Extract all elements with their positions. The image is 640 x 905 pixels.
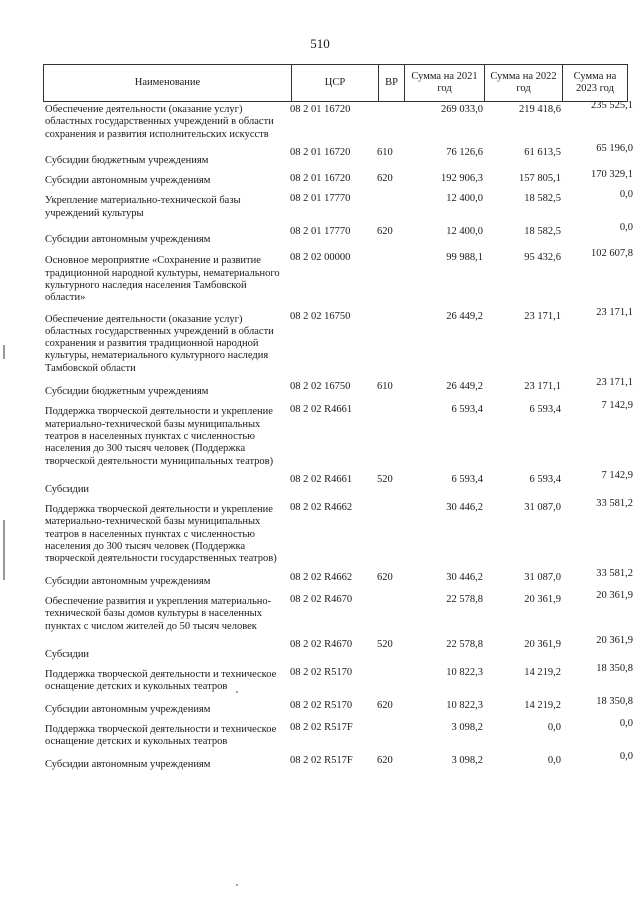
row-csr: 08 2 02 R517F [290,721,353,733]
row-csr: 08 2 01 16720 [290,146,351,158]
row-value-2022: 31 087,0 [524,571,561,583]
row-vr: 610 [377,146,393,158]
row-value-2021: 12 400,0 [446,193,483,205]
header-2023: Сумма на 2023 год [562,65,627,101]
table-body [43,100,633,777]
row-name: Поддержка творческой деятельности и техническое оснащение детских и кукольных театров [45,669,277,693]
row-vr: 520 [377,473,393,485]
row-value-2022: 18 582,5 [524,226,561,238]
row-value-2023: 33 581,2 [596,498,633,510]
row-csr: 08 2 01 16720 [290,104,351,115]
row-value-2021: 12 400,0 [446,226,483,238]
header-2022: Сумма на 2022 год [484,65,562,101]
row-csr: 08 2 02 R4670 [290,593,353,605]
row-value-2023: 0,0 [619,222,633,234]
row-value-2022: 23 171,1 [524,381,561,393]
header-name: Наименование [134,77,201,88]
row-name: Субсидии автономным учреждениям [45,758,211,770]
table-row [43,663,633,700]
row-value-2023: 20 361,9 [596,634,633,646]
row-name: Субсидии автономным учреждениям [45,703,211,715]
row-value-2023: 18 350,8 [596,663,633,675]
table-row [43,469,633,502]
header-csr: ЦСР [291,65,378,101]
row-value-2021: 30 446,2 [446,502,483,514]
table-header [43,64,628,102]
scan-speck [236,884,238,886]
row-value-2023: 20 361,9 [596,589,633,601]
row-value-2021: 3 098,2 [451,754,483,766]
scan-margin-mark [3,520,5,580]
row-value-2022: 95 432,6 [524,252,561,264]
row-csr: 08 2 02 16750 [290,310,351,322]
row-name: Субсидии бюджетным учреждениям [45,154,209,166]
table-row [43,717,633,755]
row-value-2021: 3 098,2 [451,721,483,733]
page-number: 510 [310,36,330,51]
row-value-2021: 22 578,8 [446,593,483,605]
row-value-2023: 102 607,8 [591,248,633,260]
row-csr: 08 2 02 R4662 [290,502,353,514]
row-vr: 620 [377,226,393,238]
table-row [43,567,633,594]
header-2021: Сумма на 2021 год [404,65,484,101]
row-value-2022: 20 361,9 [524,593,561,605]
row-value-2022: 31 087,0 [524,502,561,514]
row-csr: 08 2 02 R4670 [290,638,353,650]
row-value-2022: 14 219,2 [524,667,561,679]
row-value-2023: 33 581,2 [596,567,633,579]
row-vr: 620 [377,173,393,185]
scan-speck [236,691,238,693]
row-name: Субсидии автономным учреждениям [45,175,211,187]
row-name: Субсидии [45,648,90,660]
row-value-2021: 76 126,6 [446,146,483,158]
row-value-2022: 6 593,4 [529,473,561,485]
row-value-2023: 0,0 [619,189,633,201]
row-name: Субсидии [45,483,90,495]
row-value-2022: 0,0 [547,721,561,733]
row-csr: 08 2 02 R517F [290,754,353,766]
row-csr: 08 2 01 17770 [290,193,351,205]
table-row [43,169,633,193]
row-value-2022: 6 593,4 [529,404,561,416]
row-name: Укрепление материально-технической базы учреждений культуры [45,195,241,219]
table-row [43,634,633,667]
row-name: Поддержка творческой деятельности и техническое оснащение детских и кукольных театров [45,723,277,748]
row-value-2023: 7 142,9 [601,469,633,481]
row-value-2023: 65 196,0 [596,142,633,154]
table-row [43,400,633,473]
row-csr: 08 2 02 R4661 [290,473,353,485]
row-value-2021: 99 988,1 [446,252,483,264]
row-value-2021: 30 446,2 [446,571,483,583]
row-csr: 08 2 01 16720 [290,173,351,185]
row-value-2021: 269 033,0 [441,104,483,115]
row-csr: 08 2 01 17770 [290,226,351,238]
row-csr: 08 2 02 R4662 [290,571,353,583]
table-row [43,142,633,173]
header-vr: ВР [378,65,404,101]
row-csr: 08 2 02 R5170 [290,699,353,711]
row-vr: 620 [377,699,393,711]
row-value-2023: 0,0 [619,717,633,729]
row-value-2022: 157 805,1 [519,173,561,185]
row-name: Обеспечение развития и укрепления материально-технической базы домов культуры в населенных пунктах с числом жителей до 50 тысяч человек [45,595,272,632]
row-value-2021: 6 593,4 [451,404,483,416]
row-name: Основное мероприятие «Сохранение и развитие традиционной народной культуры, нематериального культурного наследия населения Тамбовской области» [45,255,280,304]
row-value-2022: 14 219,2 [524,699,561,711]
scan-margin-mark [3,345,5,359]
row-value-2022: 20 361,9 [524,638,561,650]
row-value-2023: 7 142,9 [601,400,633,412]
row-vr: 610 [377,381,393,393]
row-name: Субсидии автономным учреждениям [45,234,211,246]
row-value-2021: 22 578,8 [446,638,483,650]
row-value-2023: 170 329,1 [591,169,633,181]
row-value-2022: 23 171,1 [524,310,561,322]
row-value-2021: 26 449,2 [446,381,483,393]
row-value-2022: 18 582,5 [524,193,561,205]
row-value-2023: 235 525,1 [591,100,633,111]
row-csr: 08 2 02 R5170 [290,667,353,679]
table-row [43,189,633,226]
table-row [43,498,633,571]
row-name: Обеспечение деятельности (оказание услуг) областных государственных учреждений в области сохранения и развития исполнительских искусств [45,104,274,140]
table-row [43,695,633,722]
row-value-2021: 6 593,4 [451,473,483,485]
row-value-2021: 10 822,3 [446,699,483,711]
row-value-2021: 10 822,3 [446,667,483,679]
row-csr: 08 2 02 16750 [290,381,351,393]
table-row [43,750,633,777]
row-name: Обеспечение деятельности (оказание услуг) областных государственных учреждений в области сохранения и развития традиционной народной культуры, нематериального культурного наследия Тамбовской области [45,313,274,374]
row-value-2022: 0,0 [547,754,561,766]
table-row [43,100,633,147]
row-name: Субсидии автономным учреждениям [45,575,211,587]
row-value-2023: 18 350,8 [596,695,633,707]
row-vr: 620 [377,571,393,583]
row-vr: 620 [377,754,393,766]
table-row [43,377,633,404]
table-row [43,222,633,252]
row-value-2021: 26 449,2 [446,310,483,322]
row-csr: 08 2 02 R4661 [290,404,353,416]
row-name: Поддержка творческой деятельности и укрепление материально-технической базы муниципальных театров в населенных пунктах с численностью населения до 300 тысяч человек (Поддержка творческой деятельности муниципальных театров) [45,406,274,467]
row-name: Поддержка творческой деятельности и укрепление материально-технической базы муниципальных театров в населенных пунктах с численностью населения до 300 тысяч человек (Поддержка творческой деятельности государственных театров) [45,504,277,565]
row-vr: 520 [377,638,393,650]
table-row [43,306,633,381]
row-csr: 08 2 02 00000 [290,252,351,264]
row-value-2023: 23 171,1 [596,377,633,389]
row-value-2021: 192 906,3 [441,173,483,185]
table-row [43,248,633,310]
row-value-2023: 23 171,1 [596,306,633,318]
table-row [43,589,633,639]
row-value-2022: 61 613,5 [524,146,561,158]
row-value-2023: 0,0 [619,750,633,762]
row-name: Субсидии бюджетным учреждениям [45,386,209,398]
row-value-2022: 219 418,6 [519,104,561,115]
